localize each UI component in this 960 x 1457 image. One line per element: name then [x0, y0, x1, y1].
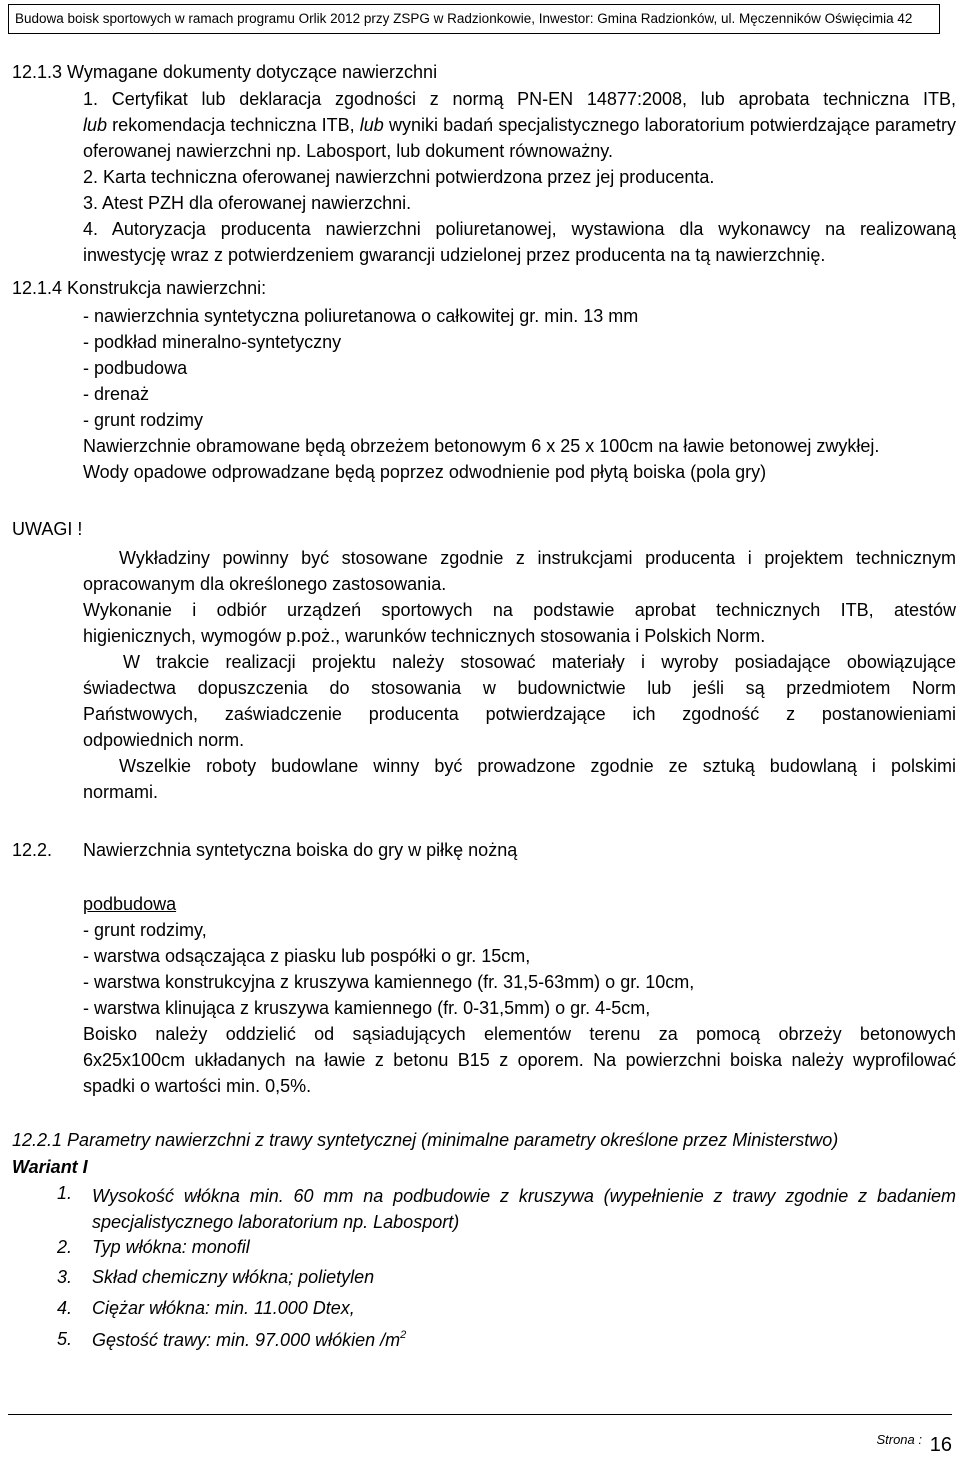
section-12-2-title: Nawierzchnia syntetyczna boiska do gry w piłkę nożną: [83, 840, 518, 860]
layer-line: - warstwa klinująca z kruszywa kamiennego (fr. 0-31,5mm) o gr. 4-5cm,: [83, 998, 651, 1018]
uwagi-p1-line-1: Wykładziny powinny być stosowane zgodnie z instrukcjami producenta i projektem technicznym: [119, 548, 956, 568]
section-12-2-paragraph-line-3: spadki o wartości min. 0,5%.: [83, 1076, 312, 1096]
construction-line: - grunt rodzimy: [83, 410, 204, 430]
section-12-1-4-heading: 12.1.4 Konstrukcja nawierzchni:: [12, 278, 267, 298]
page-number: 16: [929, 1434, 952, 1456]
param-item-4: Ciężar włókna: min. 11.000 Dtex,: [92, 1298, 355, 1318]
document-header: [8, 4, 940, 34]
param-item-2-number: 2.: [57, 1237, 73, 1257]
param-item-4-number: 4.: [57, 1298, 73, 1318]
section-12-2-number: 12.2.: [12, 840, 53, 860]
layer-line: - warstwa konstrukcyjna z kruszywa kamiennego (fr. 31,5-63mm) o gr. 10cm,: [83, 972, 695, 992]
param-item-2: Typ włókna: monofil: [92, 1237, 250, 1257]
list-item-3: 3. Atest PZH dla oferowanej nawierzchni.: [83, 193, 412, 213]
layer-line: - warstwa odsączająca z piasku lub pospółki o gr. 15cm,: [83, 946, 531, 966]
construction-line: - podbudowa: [83, 358, 188, 378]
param-item-5: Gęstość trawy: min. 97.000 włókien $/m^2$: [92, 1329, 407, 1350]
section-12-1-4-body: [83, 303, 956, 485]
param-item-1-line-2: specjalistycznego laboratorium np. Labosport): [92, 1212, 460, 1232]
param-item-1-line-1: Wysokość włókna min. 60 mm na podbudowie z kruszywa (wypełnienie z trawy zgodnie z badaniem: [92, 1186, 956, 1206]
list-item-2: 2. Karta techniczna oferowanej nawierzchni potwierdzona przez jej producenta.: [83, 167, 715, 187]
layer-line: - grunt rodzimy,: [83, 920, 207, 940]
section-12-2-paragraph-line-2: 6x25x100cm układanych na ławie z betonu B15 z oporem. Na powierzchni boiska należy wyprofilować: [83, 1050, 956, 1070]
section-12-2-1-heading: 12.2.1 Parametry nawierzchni z trawy syntetycznej (minimalne parametry określone przez Ministerstwo): [12, 1130, 839, 1150]
header-text: Budowa boisk sportowych w ramach programu Orlik 2012 przy ZSPG w Radzionkowie, Inwestor: Gmina Radzionków, ul. Męczenników Oświęcimia 42: [15, 11, 913, 26]
list-item-1-line-2: lub rekomendacja techniczna ITB, lub wyniki badań specjalistycznego laboratorium potwierdzające parametry: [83, 115, 957, 135]
list-item-4-line-1: 4. Autoryzacja producenta nawierzchni poliuretanowej, wystawiona dla wykonawcy na realizowaną: [83, 219, 956, 239]
uwagi-body: [83, 545, 956, 805]
construction-line: - podkład mineralno-syntetyczny: [83, 332, 342, 352]
uwagi-p3-line-2: świadectwa dopuszczenia do stosowania w budownictwie lub jeśli są przedmiotem Norm: [83, 678, 956, 698]
section-12-1-3-list: [83, 86, 956, 268]
construction-line: - nawierzchnia syntetyczna poliuretanowa o całkowitej gr. min. 13 mm: [83, 306, 639, 326]
param-item-3: Skład chemiczny włókna; polietylen: [92, 1267, 375, 1287]
param-item-3-number: 3.: [57, 1267, 73, 1287]
page-label: Strona :: [876, 1432, 922, 1447]
superscript: 2: [400, 1329, 407, 1341]
uwagi-p2-line-1: Wykonanie i odbiór urządzeń sportowych na podstawie aprobat technicznych ITB, atestów: [83, 600, 956, 620]
construction-line: - drenaż: [83, 384, 150, 404]
list-item-4-line-2: inwestycję wraz z potwierdzeniem gwarancji udzielonej przez producenta na tą nawierzchnię.: [83, 245, 826, 265]
list-item-1-line-3: oferowanej nawierzchni np. Labosport, lub dokument równoważny.: [83, 141, 613, 161]
param-item-1: [92, 1183, 956, 1235]
section-12-1-3-heading: 12.1.3 Wymagane dokumenty dotyczące nawierzchni: [12, 62, 438, 82]
param-item-1-number: 1.: [57, 1183, 73, 1203]
uwagi-p3-line-4: odpowiednich norm.: [83, 730, 245, 750]
uwagi-p4-line-1: Wszelkie roboty budowlane winny być prowadzone zgodnie ze sztuką budowlaną i polskimi: [119, 756, 956, 776]
uwagi-p3-line-1: W trakcie realizacji projektu należy stosować materiały i wyroby posiadające obowiązujące: [123, 652, 956, 672]
construction-line: Wody opadowe odprowadzane będą poprzez odwodnienie pod płytą boiska (pola gry): [83, 462, 767, 482]
section-12-2-body: [83, 891, 956, 1099]
footer-divider: [8, 1414, 952, 1415]
list-item-1-line-1: 1. Certyfikat lub deklaracja zgodności z normą PN-EN 14877:2008, lub aprobata techniczna ITB,: [83, 89, 956, 109]
uwagi-label: UWAGI !: [12, 519, 83, 539]
uwagi-p3-line-3: Państwowych, zaświadczenie producenta potwierdzające ich zgodność z postanowieniami: [83, 704, 956, 724]
section-12-2-paragraph-line-1: Boisko należy oddzielić od sąsiadujących elementów terenu za pomocą obrzeży betonowych: [83, 1024, 956, 1044]
uwagi-p2-line-2: higienicznych, wymogów p.poż., warunków technicznych stosowania i Polskich Norm.: [83, 626, 766, 646]
podbudowa-subheading: podbudowa: [83, 894, 177, 914]
uwagi-p4-line-2: normami.: [83, 782, 159, 802]
construction-line: Nawierzchnie obramowane będą obrzeżem betonowym 6 x 25 x 100cm na ławie betonowej zwykłej.: [83, 436, 880, 456]
param-item-5-number: 5.: [57, 1329, 73, 1349]
variant-label: Wariant I: [12, 1157, 88, 1177]
uwagi-p1-line-2: opracowanym dla określonego zastosowania.: [83, 574, 447, 594]
